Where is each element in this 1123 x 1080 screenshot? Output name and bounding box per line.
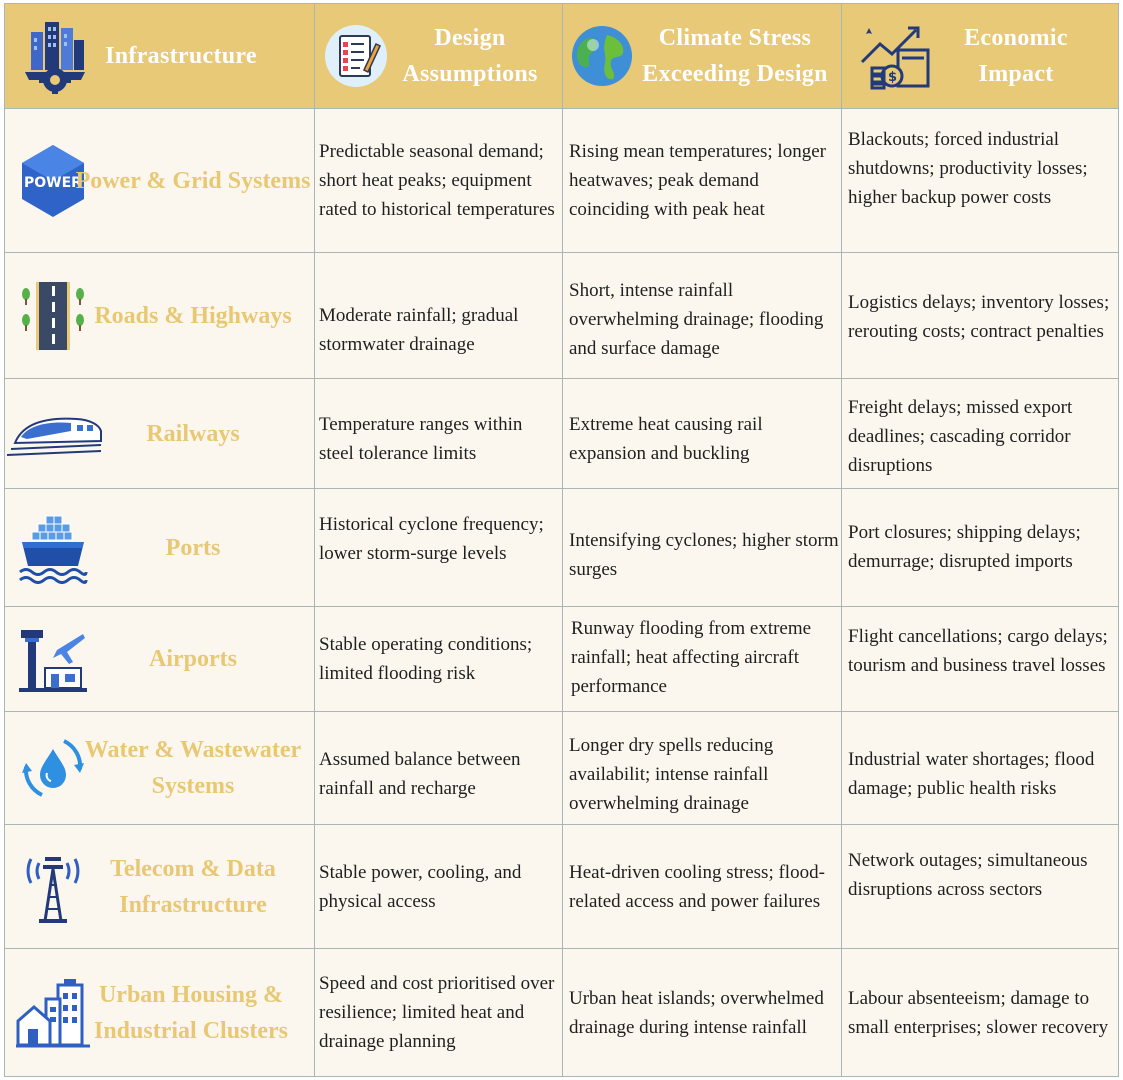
economic-impact-cell: Flight cancellations; cargo delays; tourism and business travel losses (848, 626, 1108, 676)
checklist-icon (321, 24, 391, 88)
table-row (5, 712, 1118, 824)
table-row (5, 607, 1118, 711)
economic-chart-icon (853, 22, 949, 92)
city-gear-icon (15, 16, 95, 96)
row-name: Railways (146, 420, 240, 447)
header-design: Design Assumptions (402, 25, 538, 87)
header-design-cell (385, 4, 555, 108)
climate-stress-cell: Extreme heat causing rail expansion and buckling (569, 414, 763, 464)
design-assumption-cell: Stable power, cooling, and physical access (319, 861, 522, 912)
table-row (5, 379, 1118, 488)
svg-text:POWER: POWER (24, 174, 82, 191)
climate-stress-cell: Longer dry spells reducing availabilit; intense rainfall overwhelming drainage (569, 734, 774, 814)
design-assumption-cell: Speed and cost prioritised over resilience; limited heat and drainage planning (319, 973, 555, 1052)
header-economic: Economic Impact (964, 25, 1068, 87)
economic-impact-cell: Blackouts; forced industrial shutdowns; productivity losses; higher backup power costs (848, 128, 1088, 208)
design-assumption-cell: Temperature ranges within steel tolerance limits (319, 414, 523, 464)
economic-impact-cell: Industrial water shortages; flood damage; public health risks (848, 749, 1095, 799)
row-name: Water & Wastewater Systems (84, 737, 302, 799)
economic-impact-cell: Logistics delays; inventory losses; rerouting costs; contract penalties (848, 292, 1110, 342)
table-row (5, 109, 1118, 252)
row-name: Roads & Highways (94, 302, 292, 329)
infrastructure-climate-table (4, 3, 1119, 1077)
row-name: Airports (149, 646, 237, 672)
header-climate-cell (635, 4, 835, 108)
climate-stress-cell: Rising mean temperatures; longer heatwaves; peak demand coinciding with peak heat (569, 141, 826, 220)
design-assumption-cell: Stable operating conditions; limited flooding risk (319, 634, 533, 684)
header-infrastructure: Infrastructure (105, 43, 257, 69)
economic-impact-cell: Port closures; shipping delays; demurrage; disrupted imports (848, 522, 1081, 572)
climate-stress-cell: Runway flooding from extreme rainfall; heat affecting aircraft performance (571, 617, 812, 697)
table-row (5, 253, 1118, 378)
climate-stress-cell: Urban heat islands; overwhelmed drainage during intense rainfall (569, 987, 824, 1038)
economic-impact-cell: Labour absenteeism; damage to small enterprises; slower recovery (848, 987, 1109, 1038)
economic-impact-cell: Freight delays; missed export deadlines; cascading corridor disruptions (848, 397, 1073, 476)
economic-impact-cell: Network outages; simultaneous disruptions across sectors (848, 850, 1088, 900)
row-name: Ports (165, 534, 221, 561)
svg-text:$: $ (888, 70, 898, 85)
table-row (5, 825, 1118, 948)
urban-buildings-icon (13, 949, 93, 1076)
design-assumption-cell: Predictable seasonal demand; short heat peaks; equipment rated to historical temperatures (319, 141, 555, 220)
design-assumption-cell: Assumed balance between rainfall and recharge (319, 749, 521, 799)
row-name: Telecom & Data Infrastructure (110, 855, 276, 918)
design-assumption-cell: Moderate rainfall; gradual stormwater drainage (319, 304, 519, 355)
design-assumption-cell: Historical cyclone frequency; lower storm-surge levels (319, 514, 544, 564)
globe-icon (567, 24, 637, 88)
climate-stress-cell: Heat-driven cooling stress; flood-related access and power failures (569, 861, 825, 912)
table-row (5, 489, 1118, 606)
row-name: Power & Grid Systems (75, 167, 311, 194)
header-climate: Climate Stress Exceeding Design (642, 25, 828, 87)
climate-stress-cell: Intensifying cyclones; higher storm surges (569, 529, 839, 580)
row-name: Urban Housing & Industrial Clusters (93, 981, 289, 1044)
header-economic-cell (941, 4, 1091, 108)
table-row (5, 949, 1118, 1076)
climate-stress-cell: Short, intense rainfall overwhelming drainage; flooding and surface damage (569, 279, 824, 359)
header-infrastructure-cell (93, 4, 269, 108)
